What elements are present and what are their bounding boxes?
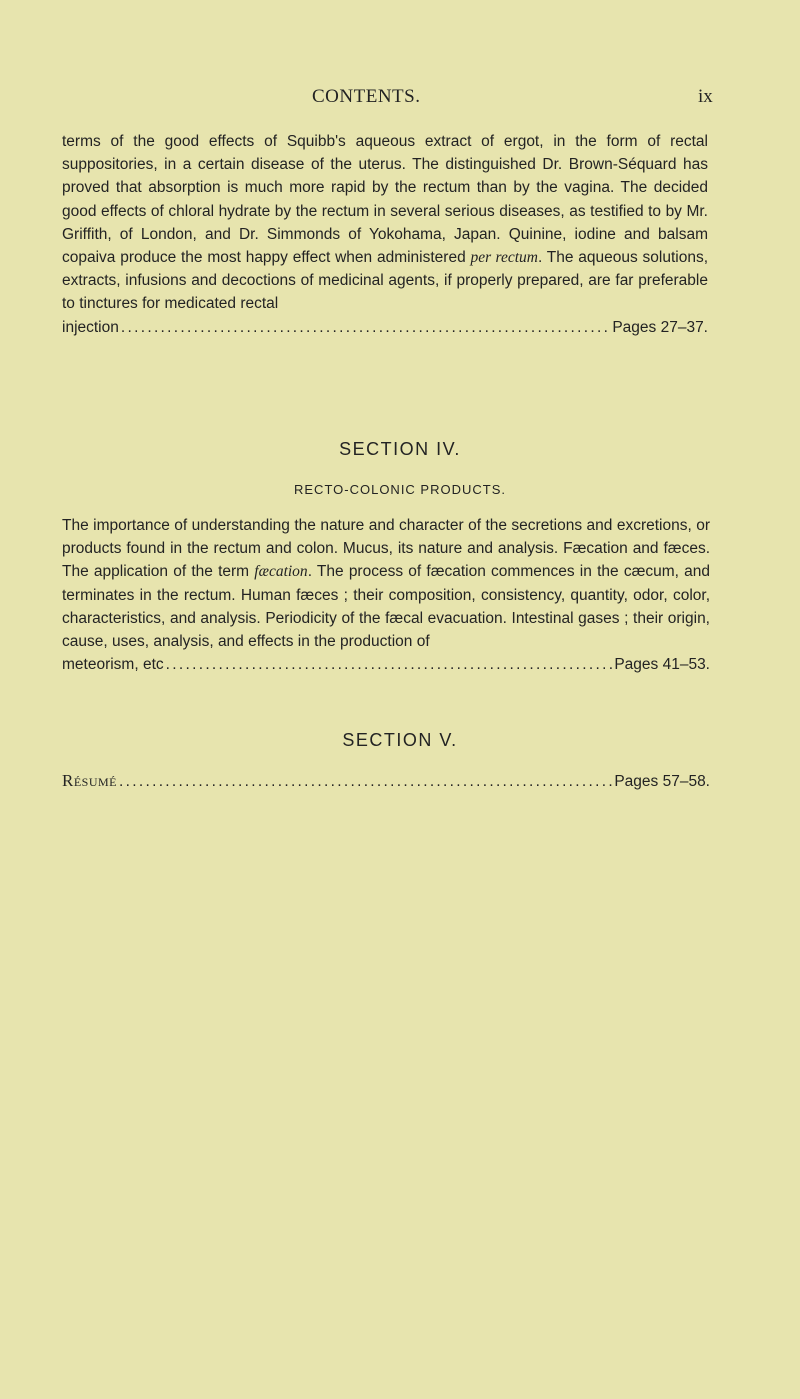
section-iv-subheading: RECTO-COLONIC PRODUCTS. <box>294 482 506 497</box>
section-v-pages: Pages 57–58. <box>614 773 710 790</box>
dot-leader <box>121 316 610 339</box>
section-iv-last-word: meteorism, etc <box>62 656 164 674</box>
section-iii-pages: Pages 27–37. <box>612 318 708 336</box>
section-iii-continuation <box>62 130 708 339</box>
section-iv-page-ref-line <box>62 653 710 676</box>
section-iv-paragraph <box>62 514 710 653</box>
section-iv-text-cont: . The process of fæcation commences in the cæcum, and terminates in the rectum. Human fæces ; their composition, consistency, quantity, odor, color, characteristics, and analysis. Periodicity of the fæcal evacuation. Intestinal gases ; their origin, cause, uses, analysis, and effects in the production of <box>62 563 710 651</box>
section-iii-page-ref-line <box>62 316 708 339</box>
section-iii-last-word: injection <box>62 318 119 336</box>
section-v-entry: Résumé <box>62 771 118 790</box>
section-v-body <box>62 769 710 793</box>
dot-leader <box>119 770 612 793</box>
section-v-heading: SECTION V. <box>342 730 458 750</box>
section-iv-heading: SECTION IV. <box>339 439 461 459</box>
section-iii-text: terms of the good effects of Squibb's aqueous extract of ergot, in the form of rectal suppositories, in a certain disease of the uterus. The distinguished Dr. Brown-Séquard has proved that absorption is much more rapid by the rectum than by the vagina. The decided good effects of chloral hydrate by the rectum in several serious diseases, as testified to by Mr. Griffith, of London, and Dr. Simmonds of Yokohama, Japan. Quinine, iodine and balsam copaiva produce the most happy effect when administered <box>62 133 708 267</box>
section-iii-italic-phrase: per rectum <box>470 249 538 267</box>
dot-leader <box>166 653 613 676</box>
section-iii-text-cont: . The aqueous solutions, extracts, infusions and decoctions of medicinal agents, if properly prepared, are far preferable to tinctures for medicated rectal <box>62 249 708 313</box>
page-number: ix <box>698 86 713 107</box>
running-title: CONTENTS. <box>312 86 421 107</box>
section-v-entry-line <box>62 769 710 793</box>
running-head <box>0 86 800 112</box>
section-iv-body <box>62 514 710 676</box>
section-iii-paragraph <box>62 130 708 316</box>
section-iv-pages: Pages 41–53. <box>614 656 710 674</box>
section-iv-italic-term: fæcation <box>254 563 308 581</box>
section-iv-text: The importance of understanding the nature and character of the secretions and excretions, or products found in the rectum and colon. Mucus, its nature and analysis. Fæcation and fæces. The application of the term <box>62 517 710 581</box>
